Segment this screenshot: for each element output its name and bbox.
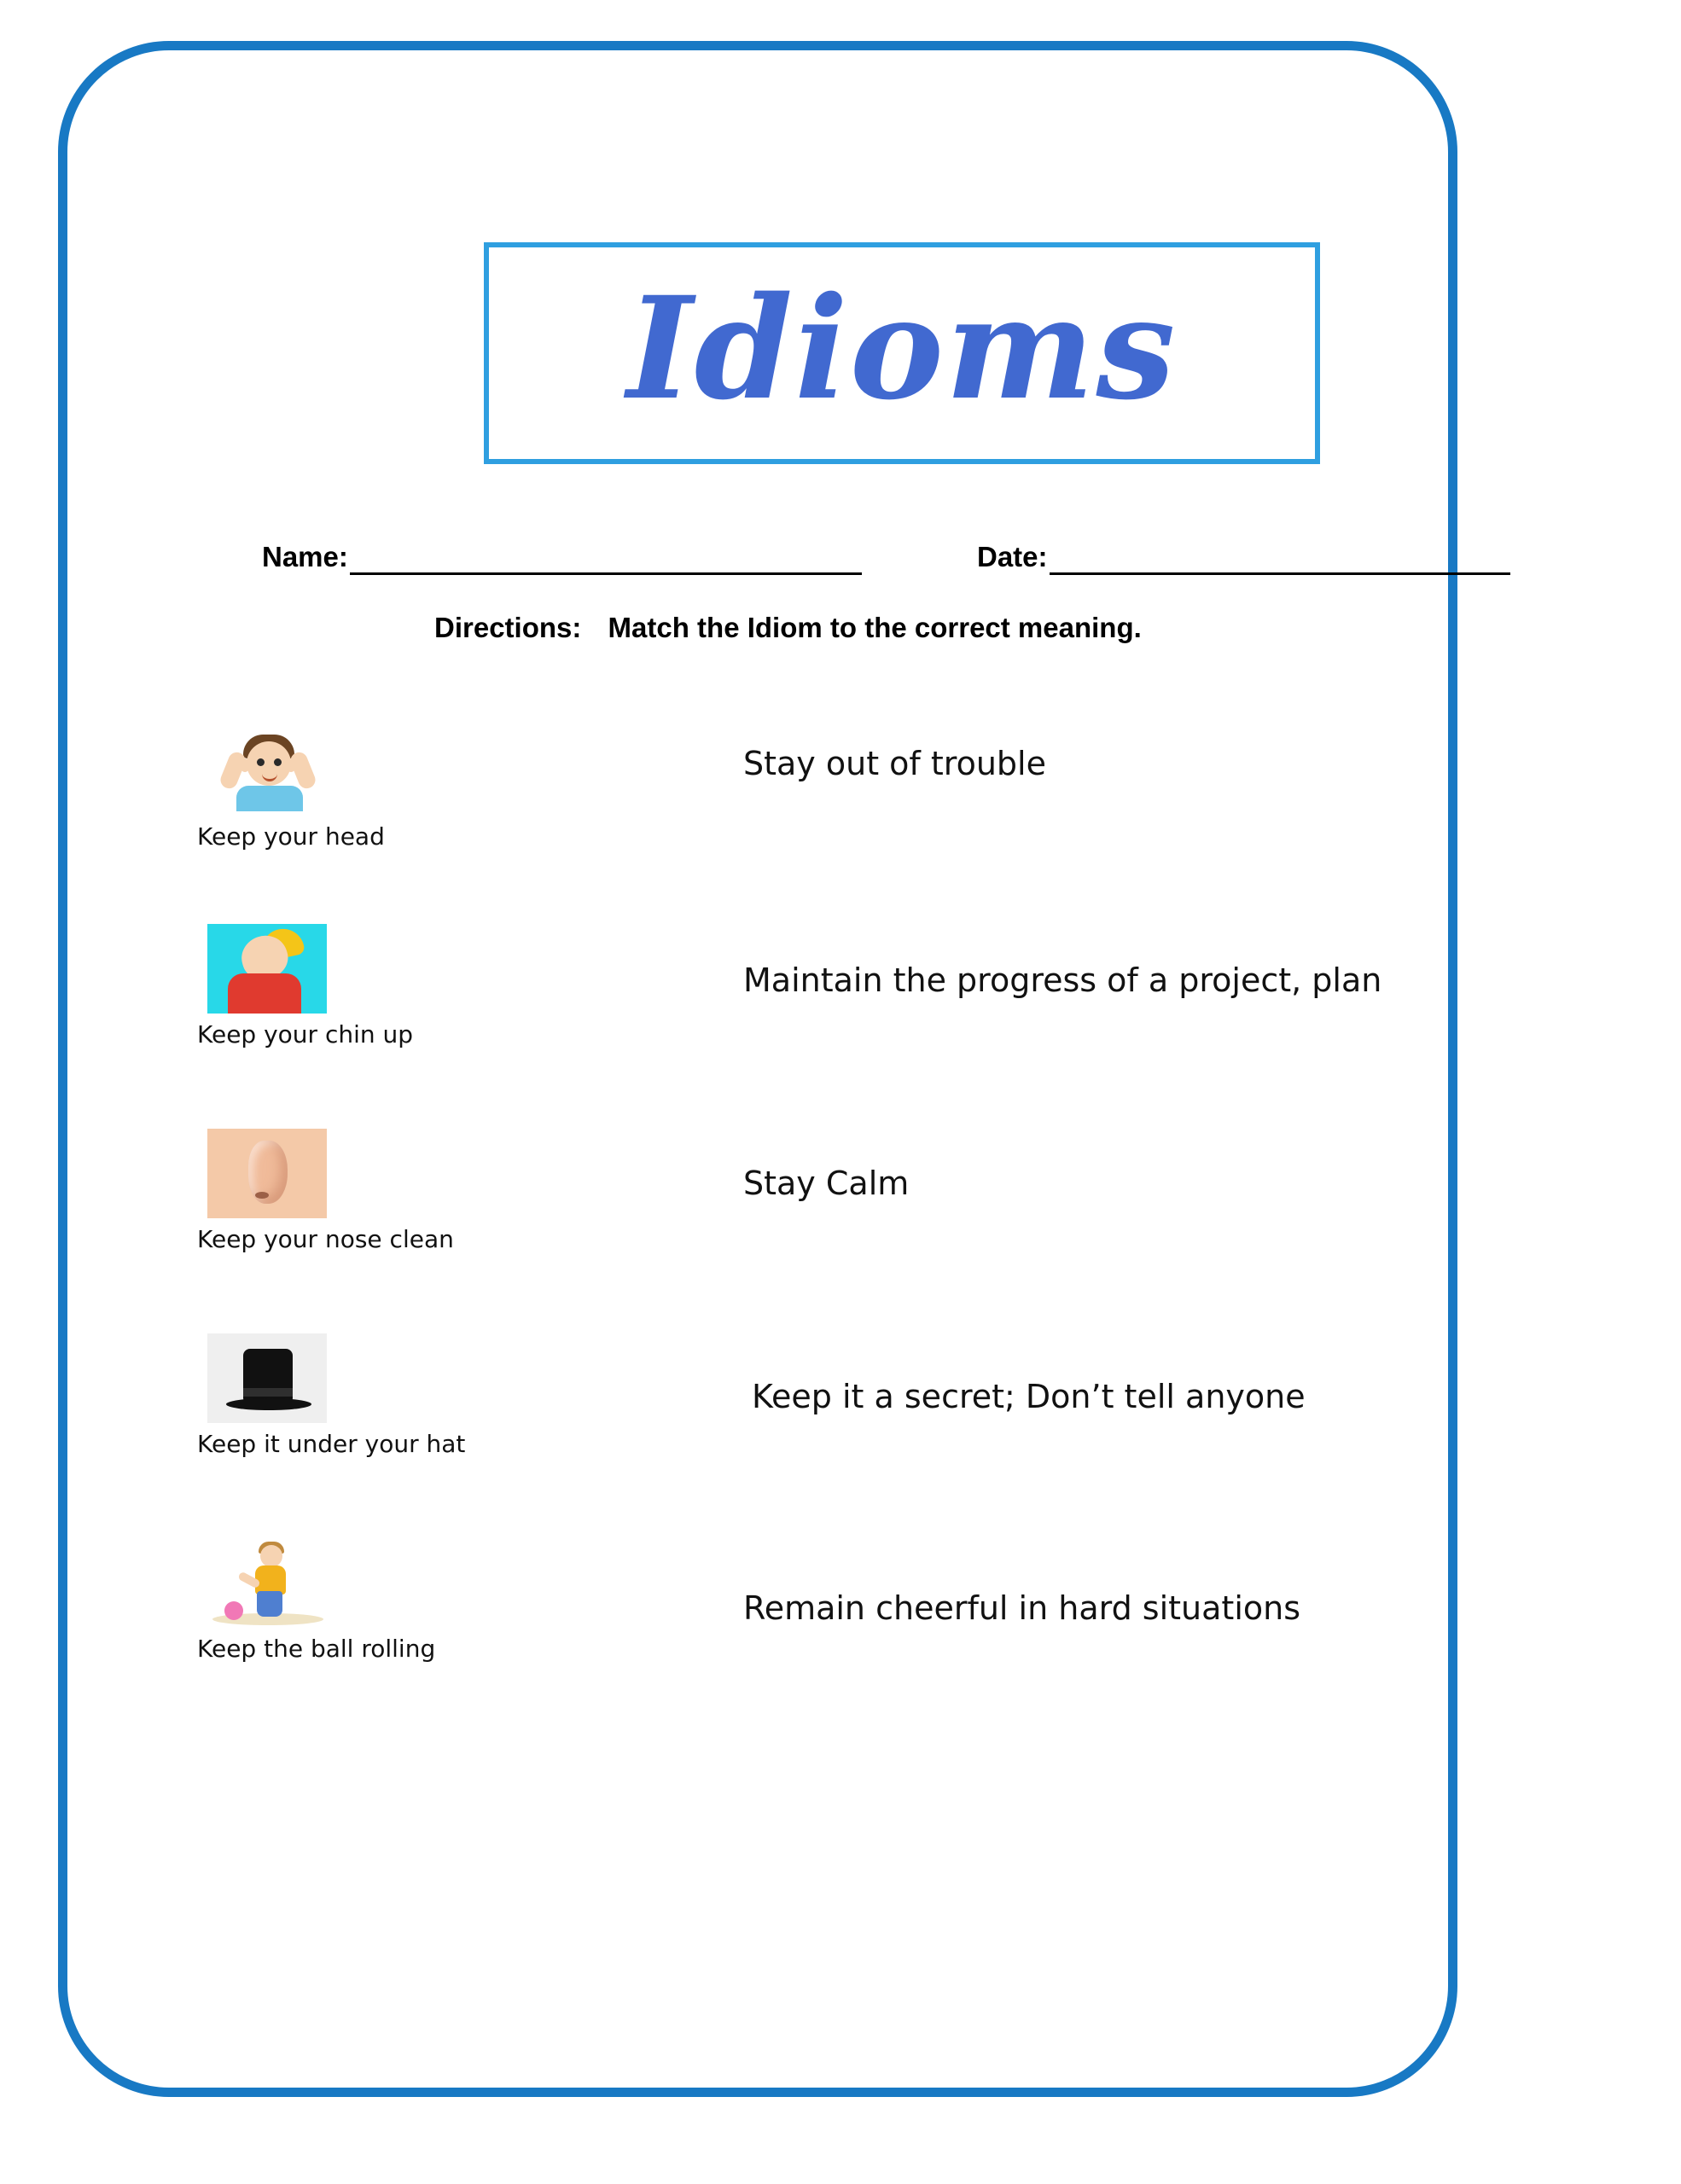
- boy-holding-head-icon: [207, 726, 327, 816]
- top-hat-icon: [207, 1333, 327, 1423]
- idiom-caption: Keep your nose clean: [197, 1225, 454, 1253]
- name-write-line[interactable]: [350, 547, 862, 575]
- idiom-item[interactable]: [197, 1333, 555, 1458]
- worksheet-border: [58, 41, 1457, 2097]
- idiom-row: [197, 1129, 1477, 1325]
- idiom-item[interactable]: [197, 1538, 555, 1663]
- idiom-item[interactable]: [197, 1129, 555, 1253]
- idiom-row: [197, 1333, 1477, 1530]
- name-field[interactable]: [262, 541, 862, 575]
- directions-text: Match the Idiom to the correct meaning.: [608, 612, 1142, 643]
- meaning-text[interactable]: Maintain the progress of a project, plan: [743, 961, 1382, 999]
- idiom-caption: Keep your head: [197, 822, 385, 851]
- idiom-caption: Keep your chin up: [197, 1020, 414, 1048]
- idiom-item[interactable]: [197, 924, 555, 1048]
- name-label: Name:: [262, 541, 348, 572]
- title-box: [484, 242, 1320, 464]
- idiom-caption: Keep it under your hat: [197, 1430, 466, 1458]
- directions: [434, 612, 1142, 644]
- directions-label: Directions:: [434, 612, 582, 643]
- idiom-row: [197, 726, 1477, 922]
- meaning-text[interactable]: Stay out of trouble: [743, 745, 1046, 782]
- kid-rolling-ball-icon: [207, 1538, 327, 1628]
- meaning-text[interactable]: Keep it a secret; Don’t tell anyone: [752, 1378, 1306, 1415]
- name-date-row: [262, 541, 1525, 584]
- meaning-text[interactable]: Stay Calm: [743, 1165, 910, 1202]
- idiom-caption: Keep the ball rolling: [197, 1635, 436, 1663]
- idiom-item[interactable]: [197, 726, 555, 851]
- boy-chin-up-icon: [207, 924, 327, 1014]
- date-field[interactable]: [977, 541, 1510, 575]
- page-title: Idioms: [626, 264, 1178, 431]
- meaning-text[interactable]: Remain cheerful in hard situations: [743, 1589, 1301, 1627]
- date-label: Date:: [977, 541, 1048, 572]
- nose-icon: [207, 1129, 327, 1218]
- idiom-row: [197, 924, 1477, 1120]
- idiom-row: [197, 1538, 1477, 1734]
- date-write-line[interactable]: [1050, 547, 1510, 575]
- matching-area: [9, 726, 1681, 1835]
